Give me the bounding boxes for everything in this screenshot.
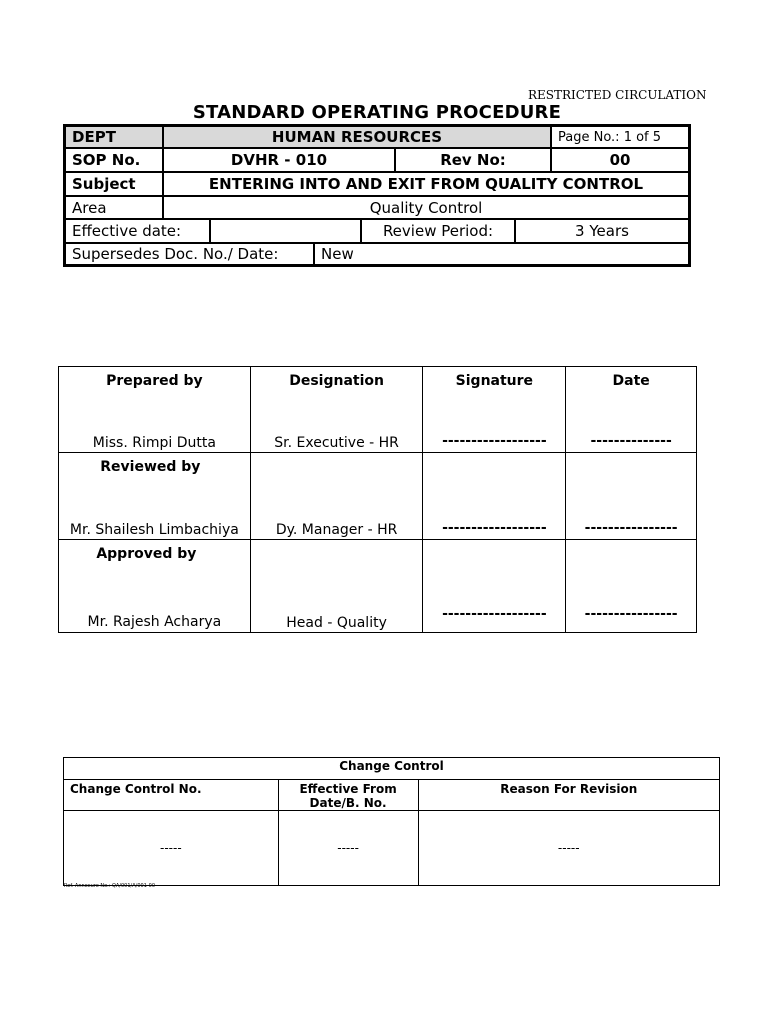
document-title: STANDARD OPERATING PROCEDURE	[192, 102, 562, 123]
prepared-designation: Sr. Executive - HR	[274, 435, 399, 451]
subject-label: Subject	[65, 172, 163, 196]
signature-header: Signature	[455, 373, 534, 389]
effective-date-label: Effective date:	[65, 219, 210, 243]
reviewed-date-cell	[566, 453, 697, 540]
approved-date-cell	[566, 540, 697, 633]
supersedes-value: New	[314, 243, 689, 265]
effective-from-value: -----	[278, 811, 418, 886]
reviewed-date-line: ----------------	[584, 520, 678, 536]
approved-signature-line: ------------------	[442, 606, 547, 622]
reviewed-by-name: Mr. Shailesh Limbachiya	[69, 522, 239, 538]
change-control-title: Change Control	[64, 758, 720, 780]
sop-no-label: SOP No.	[65, 148, 163, 172]
prepared-date-cell	[566, 367, 697, 453]
change-control-table	[63, 757, 720, 886]
area-value: Quality Control	[163, 196, 689, 219]
reviewed-signature-cell	[423, 453, 566, 540]
rev-no-value: 00	[551, 148, 689, 172]
review-period-value: 3 Years	[515, 219, 689, 243]
approved-designation-cell	[250, 540, 423, 633]
prepared-by-name: Miss. Rimpi Dutta	[92, 435, 216, 451]
page-number: Page No.: 1 of 5	[551, 126, 689, 148]
dept-value: HUMAN RESOURCES	[163, 126, 551, 148]
reason-for-revision-header: Reason For Revision	[418, 780, 720, 811]
approved-by-name: Mr. Rajesh Acharya	[87, 614, 222, 630]
sop-no-value: DVHR - 010	[163, 148, 395, 172]
area-label: Area	[65, 196, 163, 219]
reason-for-revision-value: -----	[418, 811, 720, 886]
approved-by-header: Approved by	[96, 546, 197, 562]
restricted-circulation-label: RESTRICTED CIRCULATION	[528, 88, 707, 102]
change-control-no-value: -----	[64, 811, 279, 886]
prepared-signature-cell	[423, 367, 566, 453]
prepared-by-cell	[59, 367, 251, 453]
dept-label: DEPT	[65, 126, 163, 148]
prepared-designation-cell	[250, 367, 423, 453]
effective-date-value	[210, 219, 361, 243]
date-header: Date	[612, 373, 650, 389]
table-row	[59, 540, 697, 633]
supersedes-label: Supersedes Doc. No./ Date:	[65, 243, 314, 265]
approved-signature-cell	[423, 540, 566, 633]
review-period-label: Review Period:	[361, 219, 515, 243]
prepared-by-header: Prepared by	[106, 373, 203, 389]
table-row	[64, 811, 720, 886]
approved-by-cell	[59, 540, 251, 633]
reviewed-designation-cell	[250, 453, 423, 540]
subject-value: ENTERING INTO AND EXIT FROM QUALITY CONTROL	[163, 172, 689, 196]
reference-annexure-note: Ref. Annexure No.: QA/001/A/001-00	[64, 883, 156, 889]
reviewed-signature-line: ------------------	[442, 520, 547, 536]
table-row	[64, 780, 720, 811]
table-row	[59, 453, 697, 540]
table-row	[64, 758, 720, 780]
approval-signature-table	[58, 366, 697, 633]
designation-header: Designation	[289, 373, 384, 389]
effective-from-header: Effective From Date/B. No.	[278, 780, 418, 811]
reviewed-designation: Dy. Manager - HR	[275, 522, 398, 538]
change-control-no-header: Change Control No.	[64, 780, 279, 811]
reviewed-by-cell	[59, 453, 251, 540]
prepared-date-line: --------------	[590, 433, 672, 449]
prepared-signature-line: ------------------	[442, 433, 547, 449]
approved-designation: Head - Quality	[286, 615, 387, 631]
table-row	[59, 367, 697, 453]
reviewed-by-header: Reviewed by	[100, 459, 201, 475]
approved-date-line: ----------------	[584, 606, 678, 622]
rev-no-label: Rev No:	[395, 148, 551, 172]
